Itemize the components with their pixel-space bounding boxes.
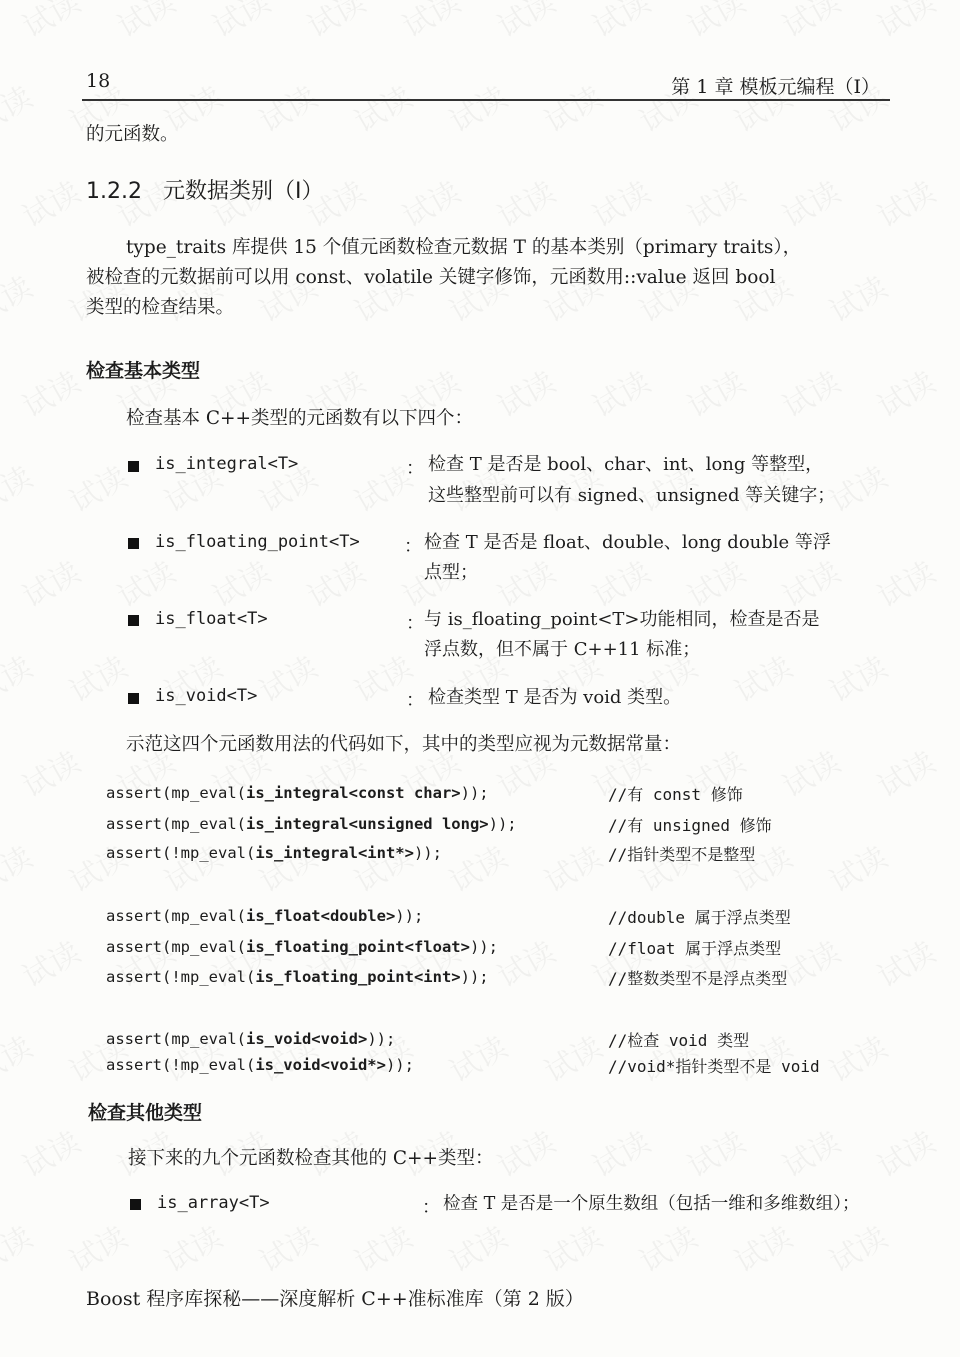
subsection-heading-other: 检查其他类型 [88, 1102, 203, 1124]
watermark-text [108, 548, 182, 616]
code-line: assert(mp_eval(is_integral<const char>)); [106, 784, 489, 802]
code-comment: //void*指针类型不是 void [608, 1057, 820, 1076]
watermark-text [773, 738, 847, 806]
watermark-text [488, 358, 562, 426]
continuation-text: 的元函数。 [86, 124, 179, 145]
item-description: 与 is_floating_point<T>功能相同，检查是否是 [424, 609, 820, 630]
code-line: assert(!mp_eval(is_void<void*>)); [106, 1056, 414, 1074]
watermark-text [773, 1118, 847, 1186]
watermark-text [820, 643, 894, 711]
subsection-lead-basic: 检查基本 C++类型的元函数有以下四个： [126, 408, 474, 429]
watermark-text [0, 453, 39, 521]
bullet-icon [130, 1199, 141, 1210]
watermark-text [0, 1023, 39, 1091]
watermark-text [678, 168, 752, 236]
watermark-text [60, 643, 134, 711]
watermark-text [488, 928, 562, 996]
code-comment: //有 unsigned 修饰 [608, 816, 772, 835]
watermark-text [298, 548, 372, 616]
watermark-text [440, 73, 514, 141]
code-line: assert(mp_eval(is_integral<unsigned long>)); [106, 815, 517, 833]
watermark-text [60, 453, 134, 521]
watermark-text [13, 1118, 87, 1186]
item-colon: ： [406, 458, 424, 479]
watermark-text [820, 263, 894, 331]
watermark-text [868, 738, 942, 806]
watermark-text [393, 0, 467, 46]
watermark-text [13, 738, 87, 806]
watermark-text [108, 0, 182, 46]
watermark-text [0, 263, 39, 331]
subsection-heading-basic: 检查基本类型 [86, 360, 201, 382]
watermark-text [393, 168, 467, 236]
watermark-text [0, 1213, 39, 1281]
item-description: 这些整型前可以有 signed、unsigned 等关键字； [428, 485, 836, 506]
item-description: 检查 T 是否是 float、double、long double 等浮 [424, 532, 831, 553]
section-title [86, 174, 323, 205]
watermark-text [868, 168, 942, 236]
watermark-text [440, 1023, 514, 1091]
section-name: 元数据类别（Ⅰ） [162, 179, 324, 204]
watermark-text [250, 1213, 324, 1281]
bullet-icon [128, 538, 139, 549]
code-comment: //整数类型不是浮点类型 [608, 969, 788, 988]
watermark-text [773, 0, 847, 46]
code-comment: //double 属于浮点类型 [608, 908, 791, 927]
watermark-text [488, 168, 562, 236]
watermark-text [0, 73, 39, 141]
watermark-text [583, 358, 657, 426]
item-name: is_float<T> [155, 609, 268, 629]
watermark-text [0, 643, 39, 711]
watermark-text [773, 358, 847, 426]
item-description: 检查 T 是否是一个原生数组（包括一维和多维数组）； [443, 1194, 860, 1214]
watermark-text [440, 1213, 514, 1281]
item-name: is_array<T> [157, 1193, 270, 1213]
bullet-icon [128, 461, 139, 472]
item-name: is_void<T> [155, 686, 258, 706]
code-line: assert(!mp_eval(is_floating_point<int>)); [106, 968, 489, 986]
watermark-text [868, 0, 942, 46]
subsection-lead-other: 接下来的九个元函数检查其他的 C++类型： [128, 1148, 494, 1169]
code-comment: //float 属于浮点类型 [608, 939, 782, 958]
item-colon: ： [404, 536, 422, 557]
watermark-text [725, 1213, 799, 1281]
code-comment: //有 const 修饰 [608, 785, 743, 804]
watermark-text [13, 0, 87, 46]
code-line: assert(!mp_eval(is_integral<int*>)); [106, 844, 442, 862]
watermark-text [820, 1023, 894, 1091]
watermark-text [250, 643, 324, 711]
watermark-text [583, 1118, 657, 1186]
watermark-text [725, 643, 799, 711]
watermark-text [535, 1023, 609, 1091]
intro-line-3: 类型的检查结果。 [86, 297, 235, 318]
watermark-text [60, 1213, 134, 1281]
watermark-text [678, 0, 752, 46]
watermark-text [820, 1213, 894, 1281]
watermark-text [535, 73, 609, 141]
demo-lead-text: 示范这四个元函数用法的代码如下，其中的类型应视为元数据常量： [126, 734, 682, 755]
watermark-text [13, 168, 87, 236]
watermark-text [678, 358, 752, 426]
watermark-text [13, 548, 87, 616]
code-line: assert(mp_eval(is_floating_point<float>)); [106, 938, 498, 956]
item-colon: ： [406, 690, 424, 711]
watermark-text [773, 168, 847, 236]
item-description: 检查 T 是否是 bool、char、int、long 等整型， [428, 454, 824, 475]
watermark-text [535, 1213, 609, 1281]
watermark-text [868, 548, 942, 616]
watermark-text [535, 833, 609, 901]
watermark-text [868, 1118, 942, 1186]
item-colon: ： [422, 1197, 440, 1218]
item-description: 浮点数，但不属于 C++11 标准； [424, 639, 701, 660]
code-line: assert(mp_eval(is_float<double>)); [106, 907, 424, 925]
running-title: 第 1 章 模板元编程（Ⅰ） [671, 76, 880, 98]
footer-book-title: Boost 程序库探秘——深度解析 C++准标准库（第 2 版） [86, 1288, 584, 1310]
code-comment: //检查 void 类型 [608, 1031, 750, 1050]
watermark-text [868, 358, 942, 426]
intro-line-1: type_traits 库提供 15 个值元函数检查元数据 T 的基本类别（primary traits）， [126, 237, 802, 258]
page-number: 18 [86, 70, 111, 92]
bullet-icon [128, 615, 139, 626]
code-comment: //指针类型不是整型 [608, 845, 756, 864]
watermark-text [13, 358, 87, 426]
watermark-text [345, 73, 419, 141]
watermark-text [13, 928, 87, 996]
header-rule [82, 99, 890, 101]
watermark-text [440, 833, 514, 901]
bullet-icon [128, 693, 139, 704]
section-number: 1.2.2 [86, 179, 142, 204]
watermark-text [203, 0, 277, 46]
code-line: assert(mp_eval(is_void<void>)); [106, 1030, 396, 1048]
watermark-text [250, 73, 324, 141]
item-name: is_integral<T> [155, 454, 299, 474]
watermark-text [298, 0, 372, 46]
watermark-text [345, 1213, 419, 1281]
item-name: is_floating_point<T> [155, 532, 360, 552]
watermark-text [820, 833, 894, 901]
watermark-text [583, 168, 657, 236]
watermark-text [630, 1213, 704, 1281]
watermark-text [203, 548, 277, 616]
watermark-text [488, 1118, 562, 1186]
item-description: 点型； [424, 562, 478, 583]
item-colon: ： [406, 613, 424, 634]
watermark-text [488, 0, 562, 46]
watermark-text [678, 1118, 752, 1186]
watermark-text [868, 928, 942, 996]
watermark-text [155, 1213, 229, 1281]
watermark-text [0, 833, 39, 901]
intro-line-2: 被检查的元数据前可以用 const、volatile 关键字修饰，元函数用::value 返回 bool [86, 267, 776, 288]
watermark-text [583, 0, 657, 46]
item-description: 检查类型 T 是否为 void 类型。 [428, 687, 682, 708]
